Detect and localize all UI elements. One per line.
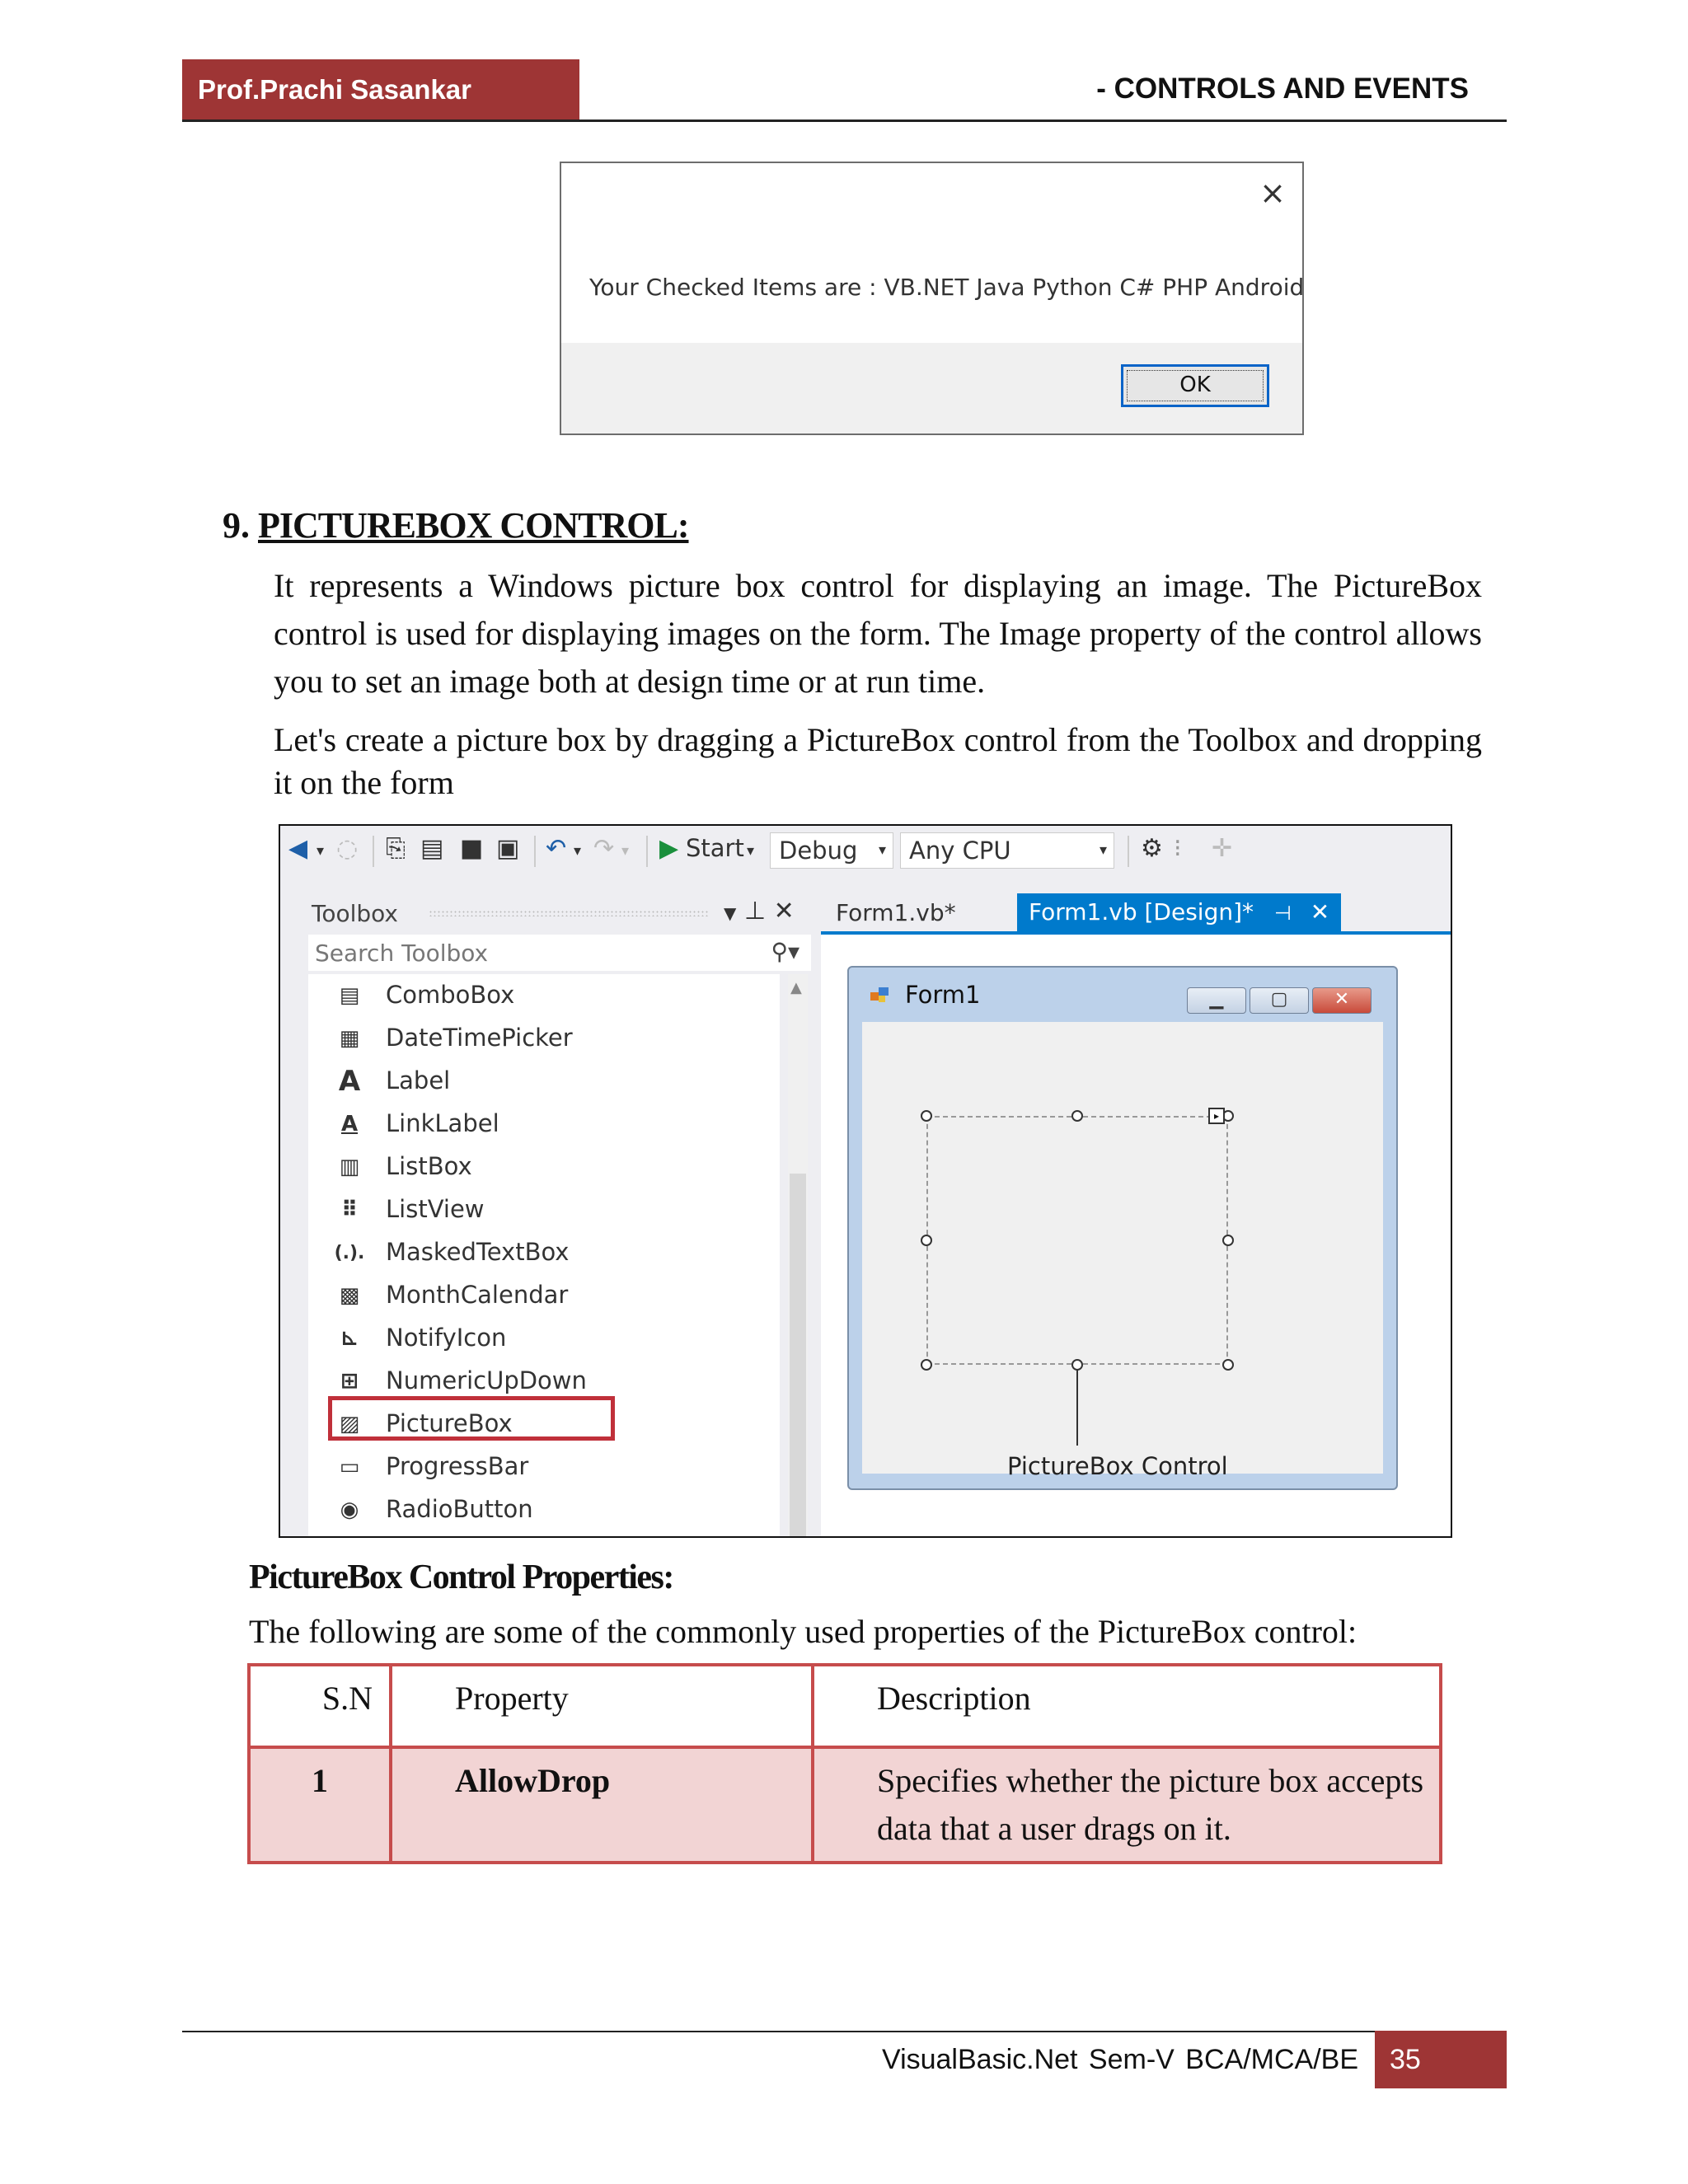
picturebox-icon: ▨ xyxy=(339,1412,360,1436)
footer-rule xyxy=(182,2031,1507,2032)
resize-handle[interactable] xyxy=(1222,1235,1234,1246)
config-value: Debug xyxy=(779,837,858,865)
dropdown-arrow-icon[interactable]: ▾ xyxy=(621,842,630,860)
toolbox-item-progressbar[interactable] xyxy=(308,1446,780,1488)
toolbox-item-monthcalendar[interactable] xyxy=(308,1274,780,1317)
toolbox-item-notifyicon[interactable] xyxy=(308,1317,780,1360)
toolbox-item-label: MonthCalendar xyxy=(386,1281,569,1309)
toolbox-item-label: RadioButton xyxy=(386,1495,533,1523)
toolbox-item-label: PictureBox xyxy=(386,1409,513,1437)
listview-icon: ⠿ xyxy=(340,1197,359,1222)
toolbox-item-listbox[interactable] xyxy=(308,1146,780,1188)
tab-label: Form1.vb [Design]* xyxy=(1029,898,1254,926)
toolbox-item-radiobutton[interactable] xyxy=(308,1488,780,1531)
toolbox-title: Toolbox xyxy=(312,900,398,927)
resize-handle[interactable] xyxy=(1071,1110,1083,1122)
tab-form1-design[interactable] xyxy=(1017,893,1341,933)
start-icon[interactable]: ▶ xyxy=(659,834,679,863)
tab-form1-code[interactable]: Form1.vb* xyxy=(836,899,956,926)
toolbox-item-combobox[interactable] xyxy=(308,974,780,1017)
ide-screenshot xyxy=(279,824,1452,1538)
page-number: 35 xyxy=(1390,2044,1421,2075)
start-button[interactable]: Start xyxy=(686,834,744,862)
footer-course: VisualBasic.Net Sem-V BCA/MCA/BE xyxy=(882,2044,1358,2075)
toolbox-grip[interactable] xyxy=(429,910,709,916)
resize-handle[interactable] xyxy=(921,1110,932,1122)
resize-handle[interactable] xyxy=(921,1359,932,1371)
form-icon xyxy=(869,984,890,1005)
datetimepicker-icon: ▦ xyxy=(339,1026,360,1051)
toolbox-item-listview[interactable] xyxy=(308,1188,780,1231)
toolbox-list xyxy=(308,974,780,1538)
header-property: Property xyxy=(391,1665,813,1747)
new-project-icon[interactable]: ⎘ xyxy=(386,834,406,863)
toolbox-controls xyxy=(724,897,795,926)
pin-icon[interactable]: ⊣ xyxy=(1273,902,1292,925)
cell-property: AllowDrop xyxy=(391,1747,813,1863)
section-number: 9. xyxy=(223,505,250,546)
paragraph-instruction: Let's create a picture box by dragging a PictureBox control from the Toolbox and dropping it on the form xyxy=(274,721,1482,801)
picturebox-highlight xyxy=(328,1396,615,1441)
maskedtextbox-icon: (.). xyxy=(334,1242,365,1263)
dropdown-arrow-icon: ▾ xyxy=(1099,841,1107,859)
minimize-button[interactable]: ▁ xyxy=(1187,987,1246,1014)
listbox-icon: ▥ xyxy=(339,1155,360,1179)
back-icon[interactable]: ◀ xyxy=(288,834,308,863)
properties-intro: The following are some of the commonly used properties of the PictureBox control: xyxy=(249,1613,1357,1650)
cell-description: Specifies whether the picture box accepts data that a user drags on it. xyxy=(813,1747,1441,1863)
form-client-area xyxy=(862,1022,1383,1480)
overflow-icon[interactable]: ⁝ xyxy=(1174,834,1182,863)
form-window[interactable] xyxy=(847,966,1398,1490)
dropdown-arrow-icon[interactable]: ▾ xyxy=(574,842,582,860)
message-box xyxy=(560,162,1304,435)
forward-icon[interactable]: ◌ xyxy=(336,834,359,863)
resize-handle[interactable] xyxy=(1071,1359,1083,1371)
close-icon[interactable]: × xyxy=(1259,175,1286,211)
scroll-up-icon[interactable]: ▲ xyxy=(790,979,802,996)
close-button[interactable]: ✕ xyxy=(1312,987,1372,1014)
close-icon[interactable]: ✕ xyxy=(773,897,795,926)
toolbox-item-linklabel[interactable] xyxy=(308,1103,780,1146)
properties-heading: PictureBox Control Properties: xyxy=(249,1558,673,1596)
ide-toolbar xyxy=(280,826,1451,877)
section-title: PICTUREBOX CONTROL: xyxy=(258,505,689,546)
save-icon[interactable]: ■ xyxy=(460,834,484,863)
header-sn: S.N xyxy=(249,1665,391,1747)
table-header-row xyxy=(249,1665,1441,1747)
resize-handle[interactable] xyxy=(921,1235,932,1246)
linklabel-icon: A xyxy=(340,1112,359,1137)
design-canvas xyxy=(821,935,1452,1538)
search-placeholder: Search Toolbox xyxy=(315,940,489,967)
toolbox-item-label: LinkLabel xyxy=(386,1109,499,1137)
toolbox-panel xyxy=(297,892,808,1538)
open-file-icon[interactable]: ▤ xyxy=(420,834,444,863)
toolbox-item-datetimepicker[interactable] xyxy=(308,1017,780,1060)
properties-table xyxy=(247,1663,1442,1864)
toolbox-item-label: ListBox xyxy=(386,1152,472,1180)
toolbox-item-label: DateTimePicker xyxy=(386,1024,573,1052)
pin-tool-icon[interactable]: ✛ xyxy=(1212,834,1233,863)
toolbox-item-label: Label xyxy=(386,1066,451,1094)
header-author: Prof.Prachi Sasankar xyxy=(198,74,471,105)
toolbar-separator xyxy=(646,836,648,867)
form-title: Form1 xyxy=(905,981,981,1009)
combobox-icon: ▤ xyxy=(339,983,360,1008)
radiobutton-icon: ◉ xyxy=(340,1497,359,1522)
platform-value: Any CPU xyxy=(909,837,1011,865)
dropdown-arrow-icon[interactable]: ▾ xyxy=(316,842,325,860)
header-rule xyxy=(182,120,1507,122)
maximize-button[interactable]: ▢ xyxy=(1250,987,1309,1014)
paragraph-intro: It represents a Windows picture box control for displaying an image. The PictureBox control is used for displaying images on the form. The Image property of the control allows you to set an image both at design time or at run time. xyxy=(274,567,1482,700)
toolbar-separator xyxy=(373,836,374,867)
chevron-down-icon[interactable]: ▼ xyxy=(724,903,737,923)
header-title: - CONTROLS AND EVENTS xyxy=(1096,73,1469,105)
numericupdown-icon: ⊞ xyxy=(340,1369,359,1394)
pin-icon[interactable]: ⊥ xyxy=(743,897,767,926)
toolbox-item-label[interactable] xyxy=(308,1060,780,1103)
toolbar-separator xyxy=(534,836,536,867)
redo-icon[interactable]: ↷ xyxy=(593,834,615,863)
search-icon[interactable]: ⚲▾ xyxy=(771,938,799,965)
designer-panel xyxy=(821,892,1452,1538)
callout-line xyxy=(1076,1370,1078,1446)
toolbox-item-label: ComboBox xyxy=(386,981,515,1009)
label-icon: A xyxy=(338,1065,361,1098)
section-heading xyxy=(223,504,689,546)
dropdown-arrow-icon: ▾ xyxy=(878,841,886,859)
toolbox-scrollbar[interactable] xyxy=(788,974,808,1538)
toolbox-item-label: ListView xyxy=(386,1195,485,1223)
header-description: Description xyxy=(813,1665,1441,1747)
config-select[interactable] xyxy=(770,832,893,869)
monthcalendar-icon: ▩ xyxy=(339,1283,360,1308)
attach-icon[interactable]: ⚙ xyxy=(1141,834,1163,863)
picturebox-control[interactable] xyxy=(926,1116,1228,1365)
message-text: Your Checked Items are : VB.NET Java Python C# PHP Android xyxy=(589,274,1305,301)
save-all-icon[interactable]: ▣ xyxy=(496,834,520,863)
progressbar-icon: ▭ xyxy=(339,1455,360,1479)
toolbox-item-label: NotifyIcon xyxy=(386,1324,507,1352)
toolbar-separator xyxy=(1128,836,1129,867)
message-footer xyxy=(561,343,1302,434)
toolbox-item-label: ProgressBar xyxy=(386,1452,529,1480)
close-icon[interactable]: ✕ xyxy=(1310,898,1330,926)
ok-button[interactable]: OK xyxy=(1121,364,1269,407)
smart-tag-icon[interactable]: ▸ xyxy=(1208,1108,1225,1124)
resize-handle[interactable] xyxy=(1222,1359,1234,1371)
dropdown-arrow-icon[interactable]: ▾ xyxy=(747,842,755,860)
scrollbar-thumb[interactable] xyxy=(790,1174,806,1536)
toolbox-item-label: MaskedTextBox xyxy=(386,1238,570,1266)
toolbox-search-input[interactable] xyxy=(308,935,811,971)
undo-icon[interactable]: ↶ xyxy=(546,834,567,863)
platform-select[interactable] xyxy=(900,832,1114,869)
toolbox-item-label: NumericUpDown xyxy=(386,1366,587,1394)
picturebox-callout-label: PictureBox Control xyxy=(1007,1452,1228,1480)
table-row xyxy=(249,1747,1441,1863)
toolbox-item-maskedtextbox[interactable] xyxy=(308,1231,780,1274)
notifyicon-icon: ⊾ xyxy=(340,1326,359,1351)
cell-sn: 1 xyxy=(249,1747,391,1863)
